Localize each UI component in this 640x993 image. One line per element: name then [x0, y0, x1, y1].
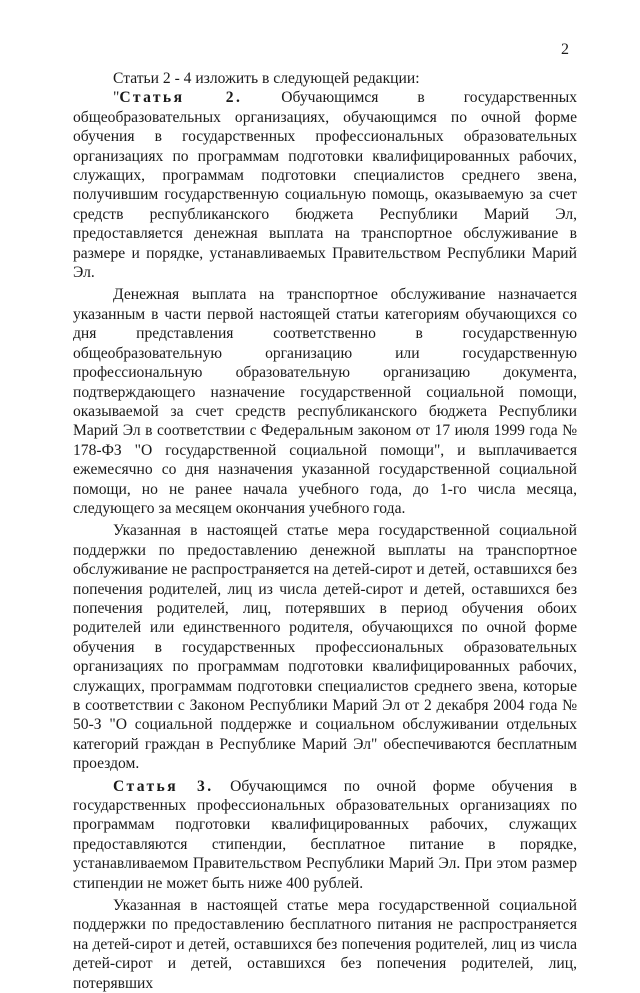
article-2-title: Статья 2. [119, 89, 243, 107]
article-2-paragraph-3: Указанная в настоящей статье мера государственной социальной поддержки по предоставлению денежной выплаты на транспортное обслуживание не распространяется на детей-сирот и детей, оставшихся без попечения родителей, лиц из числа детей-сирот и детей, оставшихся без попечения родителей, лиц, потерявших в период обучения обоих родителей или единственного родителя, обучающихся по очной форме обучения в государственных профессиональных образовательных организациях по программам подготовки квалифицированных рабочих, служащих, программам подготовки специалистов среднего звена, которые в соответствии с Законом Республики Марий Эл от 2 декабря 2004 года № 50-З "О социальной поддержке и социальном обслуживании отдельных категорий граждан в Республике Марий Эл" обеспечиваются бесплатным проездом. [73, 522, 577, 773]
intro-line: Статьи 2 - 4 изложить в следующей редакции: [113, 70, 420, 87]
article-3-paragraph-1-text: Обучающимся по очной форме обучения в государственных профессиональных образовательных организациях по программам подготовки квалифицированных рабочих, служащих предоставляются стипендии, бесплатное питание в порядке, устанавливаемом Правительством Республики Марий Эл. При этом размер стипендии не может быть ниже 400 рублей. [73, 777, 577, 892]
article-3-title: Статья 3. [113, 777, 214, 795]
page-number: 2 [561, 41, 569, 58]
article-2-paragraph-1 [73, 88, 577, 282]
article-2-paragraph-2: Денежная выплата на транспортное обслуживание назначается указанным в части первой настоящей статьи категориям обучающихся со дня представления соответственно в государственную общеобразовательную организацию или государственную профессиональную образовательную организацию документа, подтверждающего назначение государственной социальной помощи, оказываемой за счет средств республиканского бюджета Республики Марий Эл в соответствии с Федеральным законом от 17 июля 1999 года № 178-ФЗ "О государственной социальной помощи", и выплачивается ежемесячно со дня назначения указанной государственной социальной помощи, но не ранее начала учебного года, до 1-го числа месяца, следующего за месяцем окончания учебного года. [73, 286, 577, 517]
article-3-paragraph-1 [73, 777, 577, 893]
open-quote: " [113, 89, 120, 107]
document-body [73, 69, 577, 993]
article-3-paragraph-2: Указанная в настоящей статье мера государственной социальной поддержки по предоставлению бесплатного питания не распространяется на детей-сирот и детей, оставшихся без попечения родителей, лиц из числа детей-сирот и детей, оставшихся без попечения родителей, лиц, потерявших [73, 897, 577, 992]
article-2-paragraph-1-text: Обучающимся в государственных общеобразовательных организациях, обучающимся по очной форме обучения в государственных профессиональных образовательных организациях по программам подготовки квалифицированных рабочих, служащих, программам подготовки специалистов среднего звена, получившим государственную социальную помощь, оказываемую за счет средств республиканского бюджета Республики Марий Эл, предоставляется денежная выплата на транспортное обслуживание в размере и порядке, устанавливаемых Правительством Республики Марий Эл. [73, 89, 577, 282]
